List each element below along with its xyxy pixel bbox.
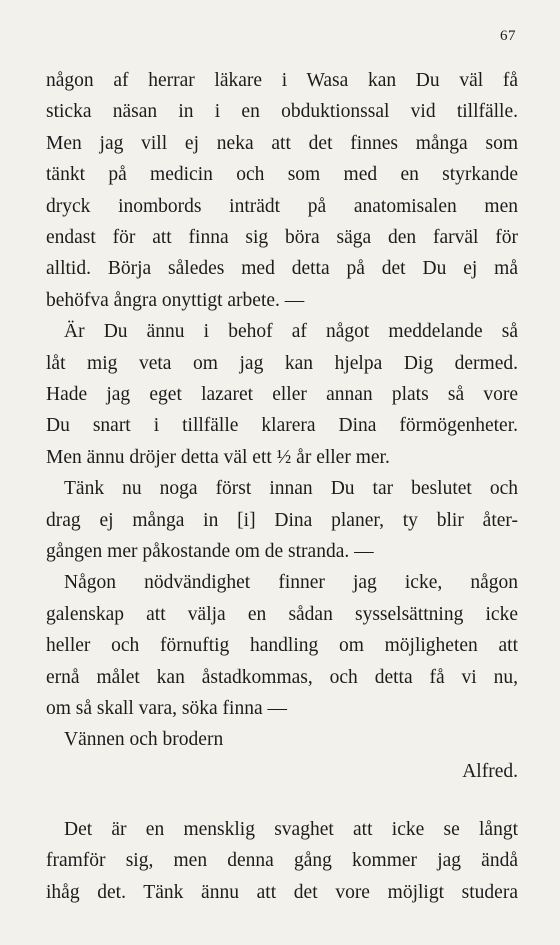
text-line: låt mig veta om jag kan hjelpa Dig dermed. xyxy=(46,353,518,374)
text-line: Det är en mensklig svaghet att icke se långt xyxy=(64,819,518,840)
text-line: Men ännu dröjer detta väl ett ½ år eller mer. xyxy=(46,447,390,468)
text-line: tänkt på medicin och som med en styrkande xyxy=(46,164,518,185)
text-line: alltid. Börja således med detta på det Du ej må xyxy=(46,258,518,279)
text-line: någon af herrar läkare i Wasa kan Du väl få xyxy=(46,70,518,91)
text-line: framför sig, men denna gång kommer jag ändå xyxy=(46,850,518,871)
text-line: Men jag vill ej neka att det finnes många som xyxy=(46,133,518,154)
text-line: Tänk nu noga först innan Du tar beslutet och xyxy=(64,478,518,499)
text-line: behöfva ångra onyttigt arbete. — xyxy=(46,290,305,311)
text-line: ihåg det. Tänk ännu att det vore möjligt studera xyxy=(46,882,518,903)
text-line: gången mer påkostande om de stranda. — xyxy=(46,541,374,562)
text-line: endast för att finna sig böra säga den farväl för xyxy=(46,227,518,248)
text-line: ernå målet kan åstadkommas, och detta få vi nu, xyxy=(46,667,518,688)
text-line: om så skall vara, söka finna — xyxy=(46,698,287,719)
text-line: dryck inombords inträdt på anatomisalen men xyxy=(46,196,518,217)
signature: Alfred. xyxy=(462,761,518,782)
text-line: Du snart i tillfälle klarera Dina förmögenheter. xyxy=(46,415,518,436)
text-line: Någon nödvändighet finner jag icke, någon xyxy=(64,572,518,593)
text-line: heller och förnuftig handling om möjligheten att xyxy=(46,635,518,656)
closing-salutation: Vännen och brodern xyxy=(64,729,224,750)
text-line: Hade jag eget lazaret eller annan plats så vore xyxy=(46,384,518,405)
text-line: galenskap att välja en sådan sysselsättning icke xyxy=(46,604,518,625)
page-number: 67 xyxy=(500,28,516,44)
text-line: drag ej många in [i] Dina planer, ty blir åter- xyxy=(46,510,518,531)
text-line: Är Du ännu i behof af något meddelande så xyxy=(64,321,518,342)
text-line: sticka näsan in i en obduktionssal vid tillfälle. xyxy=(46,101,518,122)
